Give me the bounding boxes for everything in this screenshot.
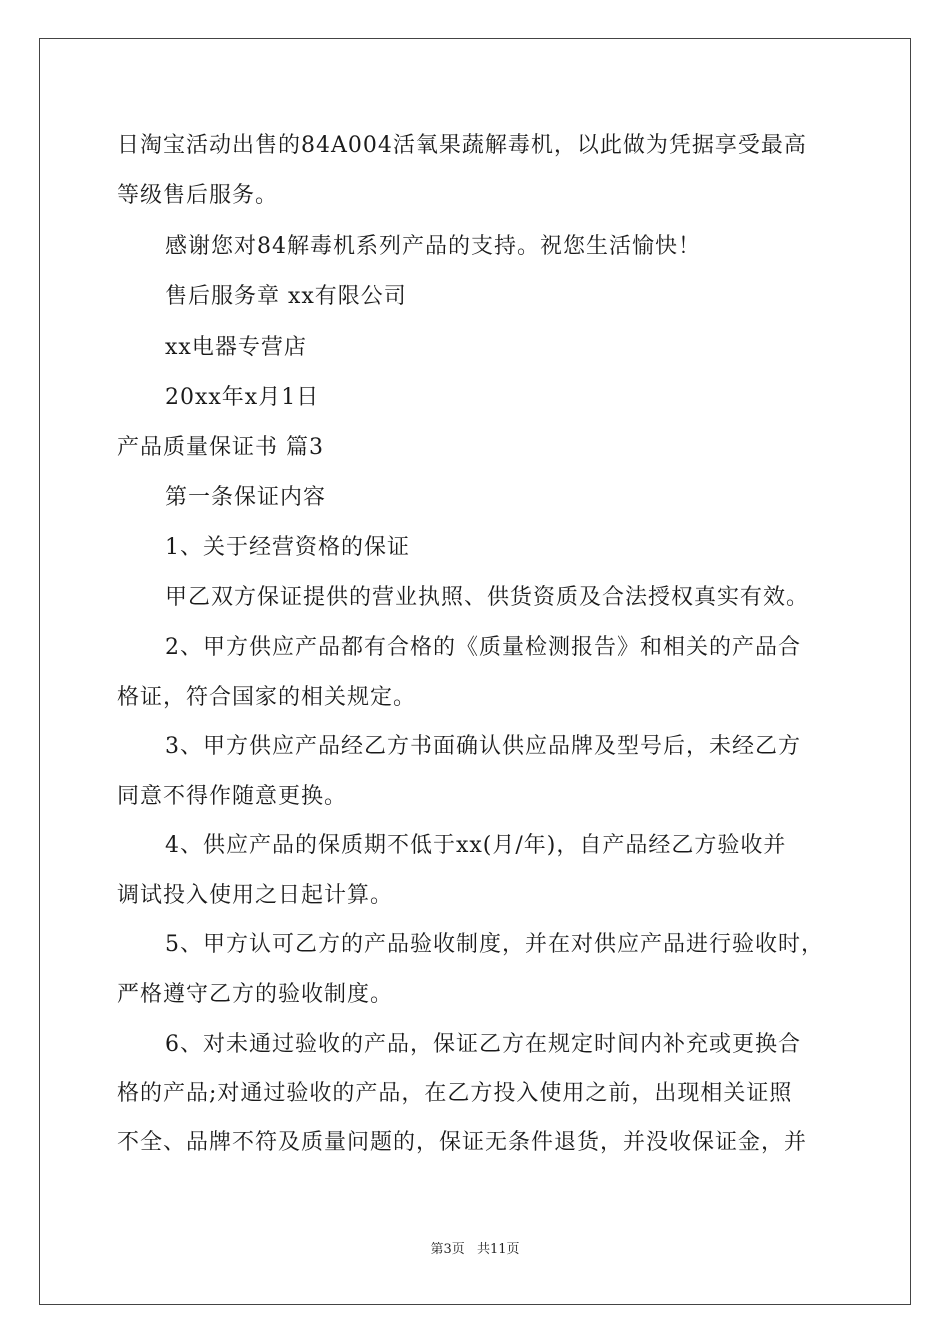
section-heading: 产品质量保证书 篇3	[117, 435, 324, 460]
text-line: 1、关于经营资格的保证	[165, 535, 410, 560]
text-line: 同意不得作随意更换。	[117, 784, 348, 809]
text-line: 6、对未通过验收的产品，保证乙方在规定时间内补充或更换合	[165, 1032, 801, 1057]
text-line: 格的产品;对通过验收的产品，在乙方投入使用之前，出现相关证照	[117, 1081, 793, 1106]
page-total: 共11页	[476, 1242, 520, 1257]
text-line: 售后服务章 xx有限公司	[165, 284, 407, 309]
text-line: 第一条保证内容	[165, 485, 327, 510]
text-line: 不全、品牌不符及质量问题的，保证无条件退货，并没收保证金，并	[117, 1130, 808, 1155]
page-footer	[0, 1238, 950, 1257]
text-line: 调试投入使用之日起计算。	[117, 883, 394, 908]
text-line: 3、甲方供应产品经乙方书面确认供应品牌及型号后，未经乙方	[165, 734, 801, 759]
text-line: 等级售后服务。	[117, 183, 279, 208]
text-line: xx电器专营店	[165, 335, 307, 360]
text-line: 4、供应产品的保质期不低于xx(月/年)，自产品经乙方验收并	[165, 833, 787, 858]
text-line: 2、甲方供应产品都有合格的《质量检测报告》和相关的产品合	[165, 635, 801, 660]
text-line: 日淘宝活动出售的84A004活氧果蔬解毒机，以此做为凭据享受最高	[117, 133, 807, 158]
text-line: 格证，符合国家的相关规定。	[117, 685, 417, 710]
text-line: 5、甲方认可乙方的产品验收制度，并在对供应产品进行验收时，	[165, 932, 824, 957]
page-number: 第3页	[430, 1242, 465, 1257]
text-line: 严格遵守乙方的验收制度。	[117, 982, 394, 1007]
text-line: 20xx年x月1日	[165, 385, 320, 410]
text-line: 感谢您对84解毒机系列产品的支持。祝您生活愉快！	[165, 234, 701, 259]
text-line: 甲乙双方保证提供的营业执照、供货资质及合法授权真实有效。	[165, 585, 810, 610]
